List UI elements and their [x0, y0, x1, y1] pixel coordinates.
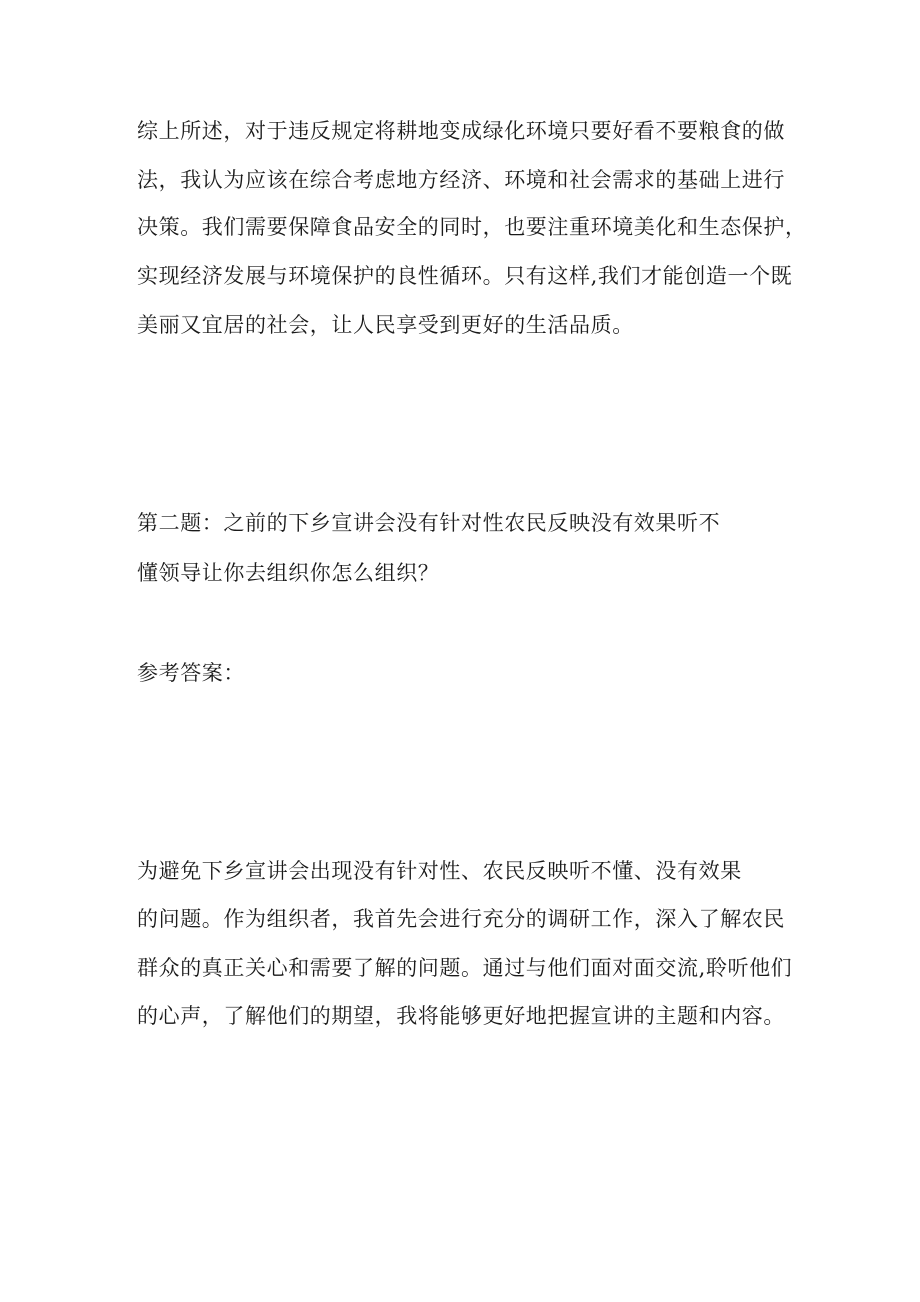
paragraph-line: 的心声，了解他们的期望，我将能够更好地把握宣讲的主题和内容。	[137, 1004, 785, 1028]
question-line: 懂领导让你去组织你怎么组织？	[137, 561, 440, 585]
question-line: 第二题：之前的下乡宣讲会没有针对性农民反映没有效果听不	[137, 511, 721, 535]
paragraph-line: 实现经济发展与环境保护的良性循环。只有这样,我们才能创造一个既	[137, 264, 793, 288]
paragraph-line: 群众的真正关心和需要了解的问题。通过与他们面对面交流,聆听他们	[137, 956, 793, 980]
paragraph-line: 决策。我们需要保障食品安全的同时，也要注重环境美化和生态保护，	[137, 215, 807, 239]
paragraph-line: 为避免下乡宣讲会出现没有针对性、农民反映听不懂、没有效果	[137, 859, 742, 883]
paragraph-line: 美丽又宜居的社会，让人民享受到更好的生活品质。	[137, 313, 634, 337]
answer-label: 参考答案：	[137, 661, 245, 685]
paragraph-line: 的问题。作为组织者，我首先会进行充分的调研工作，深入了解农民	[137, 907, 785, 931]
paragraph-line: 综上所述，对于违反规定将耕地变成绿化环境只要好看不要粮食的做	[137, 119, 785, 143]
paragraph-line: 法，我认为应该在综合考虑地方经济、环境和社会需求的基础上进行	[137, 168, 785, 192]
